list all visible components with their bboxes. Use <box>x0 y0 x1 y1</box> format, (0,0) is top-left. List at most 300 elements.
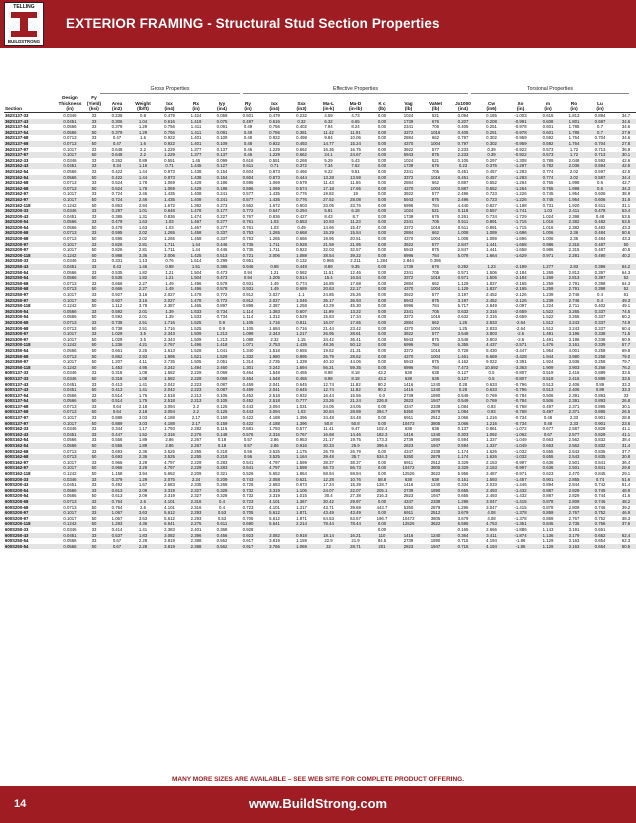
value-cell: 0.303 <box>449 432 477 438</box>
value-cell: 1.418 <box>209 342 235 348</box>
value-cell: 3805 <box>422 421 449 427</box>
website-link[interactable]: www.BuildStrong.com <box>248 796 388 811</box>
value-cell: 0.1242 <box>56 521 84 527</box>
value-cell: 1.672 <box>269 202 280 208</box>
value-cell: 0.774 <box>542 168 554 174</box>
value-cell: 2.587 <box>568 426 580 432</box>
value-cell: 3.5 <box>130 331 156 337</box>
value-cell: 0.765 <box>542 180 554 186</box>
value-cell: 1.216 <box>477 421 506 427</box>
value-cell: 0.479 <box>104 219 130 225</box>
value-cell: 1.067 <box>104 510 130 516</box>
value-cell: 0.724 <box>104 197 130 203</box>
value-cell: 0.0713 <box>63 180 77 186</box>
value-cell: 0.732 <box>242 493 254 499</box>
value-cell: 10.76 <box>342 477 369 483</box>
value-cell: -0.784 <box>514 392 527 398</box>
value-cell: 0.0566 <box>63 168 77 174</box>
column-header <box>4 95 56 113</box>
value-cell: 0.457 <box>486 168 497 174</box>
value-cell: 4.11 <box>138 359 148 365</box>
section-cell: 600S137-43 <box>5 381 29 387</box>
value-cell: 1.954 <box>561 197 587 203</box>
value-cell: 3.197 <box>457 292 469 297</box>
value-cell: 1.17 <box>138 426 148 432</box>
value-cell: 6.641 <box>261 521 288 527</box>
value-cell: 0.519 <box>535 376 561 382</box>
value-cell: 0.00 <box>369 242 395 248</box>
header-line: Ma-D <box>349 100 362 106</box>
value-cell: 33.3 <box>613 387 636 393</box>
section-cell: 362S200-68 <box>4 230 56 236</box>
value-cell: 41.1 <box>621 426 631 432</box>
value-cell: 1.514 <box>190 258 202 264</box>
section-cell: 362S200-54 <box>4 219 56 225</box>
column-header <box>104 95 130 113</box>
value-cell: 13.59 <box>342 175 369 181</box>
value-cell: 0.557 <box>477 208 506 214</box>
value-cell: 0.087 <box>209 387 235 393</box>
value-cell: 0.506 <box>542 392 554 398</box>
value-cell: 4.194 <box>486 538 497 544</box>
value-cell: 2.496 <box>457 191 469 197</box>
value-cell: 2.041 <box>261 387 288 393</box>
value-cell: 33 <box>91 180 97 186</box>
value-cell: 2.229 <box>183 376 209 382</box>
value-cell: 0.4 <box>219 504 225 510</box>
value-cell: 638 <box>404 370 413 376</box>
value-cell: 534.3 <box>369 454 395 460</box>
value-cell: 0.772 <box>235 208 261 214</box>
value-cell: 0.0566 <box>63 314 77 320</box>
section-cell: 362S200-43 <box>5 213 29 219</box>
value-cell: 0.00 <box>377 325 387 331</box>
value-cell: 7.473 <box>449 365 477 371</box>
value-cell: 34.6 <box>621 124 631 130</box>
value-cell: 50 <box>84 544 104 550</box>
value-cell: 1016 <box>422 130 449 136</box>
value-cell: 0.48 <box>595 213 605 219</box>
value-cell: 1.63 <box>130 219 156 225</box>
value-cell: 16.21 <box>342 533 369 539</box>
value-cell: 0.165 <box>486 113 497 118</box>
value-cell: 0.912 <box>242 292 254 297</box>
value-cell: 676 <box>431 213 440 219</box>
value-cell: 0.53 <box>209 510 235 516</box>
value-cell: 0.28 <box>449 387 477 393</box>
value-cell: 1016 <box>430 314 441 320</box>
value-cell: 1.401 <box>190 135 202 141</box>
section-cell: 362S200-33 <box>4 208 56 214</box>
value-cell: 33 <box>91 146 97 152</box>
value-cell: 0.48 <box>235 141 261 147</box>
value-cell: 1.78 <box>130 186 156 192</box>
value-cell: 0.756 <box>164 124 175 130</box>
value-cell: 1.092 <box>477 432 506 438</box>
value-cell: 3.047 <box>486 504 497 510</box>
value-cell: 38.9 <box>621 191 631 197</box>
value-cell: 0.376 <box>477 163 506 169</box>
value-cell: 0.427 <box>296 213 307 219</box>
value-cell: 2.767 <box>561 510 587 516</box>
section-cell: 600S162-68 <box>4 454 56 460</box>
value-cell: 2.371 <box>561 409 587 415</box>
value-cell: -2.184 <box>514 269 527 275</box>
value-cell: 1.995 <box>156 354 183 360</box>
value-cell: 0.513 <box>535 387 561 393</box>
value-cell: 9.51 <box>351 168 360 174</box>
value-cell: 1.367 <box>288 499 315 505</box>
value-cell: 4347 <box>403 403 414 409</box>
value-cell: 2341 <box>403 124 414 130</box>
section-cell: 362S300-68 <box>4 320 56 326</box>
value-cell: 50 <box>84 376 104 382</box>
value-cell: 3805 <box>430 515 441 521</box>
value-cell: 2.281 <box>561 253 587 259</box>
value-cell: 0.541 <box>242 459 254 465</box>
value-cell: 2.02 <box>561 175 587 181</box>
value-cell: 0.00 <box>369 208 395 214</box>
value-cell: 0.662 <box>288 152 315 158</box>
value-cell: 2.293 <box>183 510 209 516</box>
value-cell: 1.49 <box>165 280 174 286</box>
value-cell: 662 <box>422 230 449 236</box>
value-cell: 1.15 <box>297 336 306 342</box>
value-cell: 1.521 <box>183 354 209 360</box>
value-cell: 0.48 <box>243 135 253 141</box>
value-cell: 1004 <box>422 286 449 292</box>
value-cell: 19 <box>353 191 358 197</box>
value-cell: 2.316 <box>190 504 202 510</box>
value-cell: 875 <box>431 247 440 253</box>
value-cell: 0.379 <box>111 124 123 130</box>
value-cell: 0.299 <box>216 258 228 264</box>
value-cell: 0.731 <box>542 202 554 208</box>
value-cell: 1.425 <box>183 253 209 259</box>
value-cell: 0.662 <box>296 146 307 152</box>
value-cell: -1.86 <box>515 538 526 544</box>
value-cell: 13.28 <box>315 175 342 181</box>
value-cell: 0.258 <box>594 359 606 365</box>
value-cell: 662 <box>431 280 440 286</box>
value-cell: 0.916 <box>288 443 315 449</box>
value-cell: 0.091 <box>216 124 228 130</box>
header-line: Sxx <box>297 100 306 106</box>
value-cell: 3.29 <box>138 459 148 465</box>
value-cell: 0.466 <box>296 168 307 174</box>
value-cell: 2.17 <box>183 421 209 427</box>
value-cell: 2.027 <box>269 292 280 297</box>
value-cell: 3622 <box>422 521 449 527</box>
value-cell: 1004 <box>430 236 441 242</box>
table-row <box>4 544 636 550</box>
value-cell: -1.715 <box>506 219 535 225</box>
torsional-properties-label: Torsional Properties <box>471 86 629 94</box>
value-cell: 3.243 <box>568 325 580 331</box>
value-cell: 3922 <box>403 191 414 197</box>
value-cell: 0.241 <box>209 197 235 203</box>
value-cell: 1.03 <box>288 409 315 415</box>
value-cell: 2.09 <box>130 488 156 494</box>
value-cell: 0.506 <box>535 398 561 404</box>
value-cell: 0.922 <box>156 141 183 147</box>
value-cell: 1416 <box>403 381 414 387</box>
value-cell: 1.518 <box>269 347 280 353</box>
value-cell: 38.3 <box>621 515 631 521</box>
value-cell: 0.457 <box>477 175 506 181</box>
value-cell: 50 <box>84 354 104 360</box>
value-cell: 2.058 <box>261 477 288 483</box>
value-cell: 0.723 <box>242 504 254 510</box>
value-cell: 2.255 <box>190 448 202 454</box>
value-cell: 43.3 <box>621 224 631 230</box>
value-cell: 1.924 <box>542 359 554 365</box>
value-cell: 38.4 <box>621 437 631 443</box>
value-cell: 1.44 <box>138 168 148 174</box>
value-cell: -1.297 <box>506 163 535 169</box>
value-cell: 875 <box>422 197 449 203</box>
value-cell: -2.6 <box>516 336 525 342</box>
value-cell: 1.067 <box>111 515 123 521</box>
value-cell: 53.4 <box>613 208 636 214</box>
value-cell: 1.793 <box>164 426 175 432</box>
header-line: (in) <box>192 106 200 112</box>
value-cell: 3.319 <box>164 493 175 499</box>
header-line: Iyy <box>218 100 226 106</box>
value-cell: 0.1242 <box>56 342 84 348</box>
value-cell: 26.79 <box>350 448 361 454</box>
value-cell: 15.24 <box>342 141 369 147</box>
value-cell: 1.164 <box>288 454 315 460</box>
section-cell: 600S200-68 <box>4 499 56 505</box>
value-cell: -2.097 <box>514 303 527 309</box>
value-cell: 33.05 <box>323 202 334 208</box>
value-cell: 15.47 <box>350 224 361 230</box>
value-cell: 1.458 <box>190 236 202 242</box>
value-cell: 0.735 <box>242 247 254 253</box>
value-cell: 0.606 <box>594 191 606 197</box>
value-cell: 1.01 <box>130 208 156 214</box>
gross-properties-label: Gross Properties <box>100 86 240 94</box>
header-line: Ixx <box>166 100 173 106</box>
value-cell: 1.129 <box>449 286 477 292</box>
value-cell: 17.34 <box>350 314 361 320</box>
value-cell: -1.729 <box>514 213 527 219</box>
value-cell: 0.283 <box>216 459 228 465</box>
value-cell: 0.00 <box>377 314 387 320</box>
value-cell: 0.655 <box>535 454 561 460</box>
value-cell: 50 <box>91 359 97 365</box>
value-cell: 2.683 <box>269 482 280 488</box>
section-cell: 600S162-54 <box>5 437 29 443</box>
value-cell: 0.385 <box>209 264 235 270</box>
value-cell: 0.177 <box>209 208 235 214</box>
value-cell: 0.859 <box>535 510 561 516</box>
value-cell: 1.793 <box>269 426 280 432</box>
header-line: Xo <box>517 100 524 106</box>
value-cell: 11.23 <box>342 219 369 225</box>
value-cell: 33 <box>91 403 97 409</box>
value-cell: 2.562 <box>568 437 580 443</box>
value-cell: 1.441 <box>486 247 497 253</box>
value-cell: 6911 <box>395 510 422 516</box>
value-cell: 2.93 <box>130 354 156 360</box>
value-cell: -0.991 <box>506 119 535 125</box>
value-cell: 0.746 <box>594 504 606 510</box>
value-cell: -1.351 <box>506 521 535 527</box>
value-cell: 2512 <box>430 459 441 465</box>
value-cell: 1890 <box>422 488 449 494</box>
value-cell: 705 <box>422 309 449 315</box>
value-cell: 0.18 <box>217 437 227 443</box>
section-cell: 362S162-33 <box>5 157 29 163</box>
value-cell: 1004 <box>422 141 449 147</box>
value-cell: 50 <box>91 347 97 353</box>
value-cell: 1.72 <box>561 152 587 158</box>
value-cell: 0.753 <box>235 230 261 236</box>
value-cell: 22.07 <box>342 488 369 494</box>
value-cell: 0.594 <box>587 163 613 169</box>
value-cell: 1.63 <box>138 224 148 230</box>
value-cell: 0.621 <box>288 477 315 483</box>
value-cell: 1.401 <box>183 141 209 147</box>
value-cell: 1.114 <box>242 314 254 320</box>
value-cell: 52 <box>613 275 636 281</box>
value-cell: 0.422 <box>104 175 130 181</box>
value-cell: 3.329 <box>457 459 469 465</box>
value-cell: 50 <box>84 130 104 136</box>
value-cell: 0.511 <box>457 224 469 230</box>
value-cell: 1.49 <box>156 286 183 292</box>
value-cell: 1.716 <box>261 320 288 326</box>
value-cell: 1.599 <box>288 465 315 471</box>
value-cell: 0.836 <box>269 213 280 219</box>
value-cell: -2.126 <box>506 298 535 304</box>
value-cell: 1.593 <box>477 477 506 483</box>
value-cell: 2.211 <box>350 258 361 264</box>
section-cell: 362S137-97 <box>4 152 56 158</box>
value-cell: 50 <box>84 175 104 181</box>
value-cell: 0.931 <box>235 286 261 292</box>
value-cell: 9.022 <box>486 359 497 365</box>
value-cell: 1.44 <box>130 175 156 181</box>
value-cell: 31.1 <box>621 202 631 208</box>
value-cell: 2.543 <box>561 454 587 460</box>
value-cell: 5943 <box>403 247 414 253</box>
value-cell: 2.229 <box>190 459 202 465</box>
value-cell: 0.652 <box>587 533 613 539</box>
value-cell: 3372 <box>395 175 422 181</box>
value-cell: 17.65 <box>342 186 369 192</box>
section-cell: 600S137-97 <box>4 421 56 427</box>
value-cell: 14.46 <box>342 432 369 438</box>
value-cell: 2.518 <box>269 392 280 398</box>
value-cell: 0.1017 <box>56 331 84 337</box>
value-cell: 3922 <box>395 331 422 337</box>
value-cell: 0.452 <box>242 392 254 398</box>
value-cell: 2.315 <box>568 247 580 253</box>
value-cell: 0.571 <box>457 269 469 275</box>
column-header <box>209 95 235 113</box>
value-cell: 2.327 <box>190 493 202 499</box>
value-cell: 1.105 <box>235 320 261 326</box>
value-cell: 0.592 <box>542 135 554 141</box>
value-cell: 1.392 <box>190 202 202 208</box>
value-cell: 2.17 <box>191 415 201 421</box>
value-cell: -1.658 <box>514 247 527 253</box>
value-cell: 0.535 <box>104 275 130 281</box>
value-cell: 0.337 <box>587 309 613 315</box>
value-cell: 4.36 <box>130 521 156 527</box>
page-footer <box>0 786 636 823</box>
value-cell: 0.00 <box>369 197 395 203</box>
column-header <box>235 95 261 113</box>
value-cell: 43.29 <box>323 303 334 309</box>
value-cell: 12.74 <box>323 381 334 387</box>
value-cell: 4370 <box>395 186 422 192</box>
value-cell: 0.549 <box>457 392 469 398</box>
value-cell: 6996 <box>395 365 422 371</box>
header-line: (in4) <box>458 106 468 112</box>
value-cell: 196.7 <box>376 515 388 521</box>
value-cell: -2.165 <box>506 286 535 292</box>
value-cell: 1.764 <box>568 135 580 141</box>
value-cell: -3.391 <box>514 359 527 365</box>
value-cell: 0.735 <box>235 242 261 248</box>
value-cell: 0.075 <box>209 119 235 125</box>
value-cell: -1.308 <box>514 157 527 163</box>
value-cell: 0.473 <box>216 269 228 275</box>
column-header <box>561 95 587 113</box>
value-cell: 0.578 <box>216 280 228 286</box>
value-cell: 52 <box>613 286 636 292</box>
value-cell: 0.443 <box>242 403 254 409</box>
value-cell: 1.217 <box>288 331 315 337</box>
value-cell: 705 <box>431 124 440 130</box>
value-cell: 6.355 <box>449 342 477 348</box>
value-cell: 0.484 <box>594 236 606 242</box>
value-cell: 1890 <box>430 538 441 544</box>
value-cell: 25.9 <box>342 443 369 449</box>
value-cell: 0.651 <box>594 526 606 532</box>
value-cell: 3.819 <box>269 538 280 544</box>
value-cell: 59.35 <box>342 365 369 371</box>
value-cell: 0.306 <box>104 119 130 125</box>
value-cell: 1.920 <box>568 202 580 208</box>
value-cell: -0.768 <box>506 409 535 415</box>
value-cell: 0.1242 <box>63 202 77 208</box>
value-cell: 0.497 <box>542 403 554 409</box>
value-cell: 0.756 <box>156 130 183 136</box>
value-cell: 1.509 <box>183 331 209 337</box>
value-cell: 21.9 <box>351 538 360 544</box>
value-cell: 0.579 <box>296 180 307 186</box>
value-cell: 1.295 <box>457 504 469 510</box>
value-cell: 2.153 <box>477 465 506 471</box>
value-cell: 0.704 <box>587 141 613 147</box>
value-cell: 2341 <box>403 168 414 174</box>
value-cell: 2.282 <box>190 426 202 432</box>
value-cell: 2512 <box>430 415 441 421</box>
value-cell: 1.159 <box>296 538 307 544</box>
value-cell: 0.4 <box>587 298 613 304</box>
value-cell: 8.18 <box>342 376 369 382</box>
value-cell: 1.506 <box>477 275 506 281</box>
value-cell: 0.318 <box>104 376 130 382</box>
value-cell: 12526 <box>402 471 415 476</box>
value-cell: 0.405 <box>457 124 469 130</box>
value-cell: 676 <box>422 119 449 125</box>
